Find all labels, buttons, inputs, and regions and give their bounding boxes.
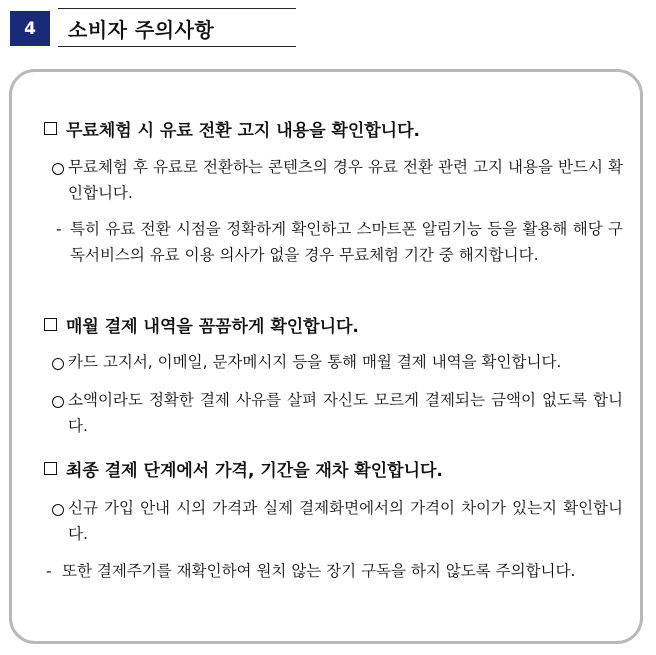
dash-bullet-icon: -: [56, 220, 62, 238]
circle-bullet-icon: [52, 396, 64, 408]
dash-bullet-icon: -: [46, 562, 52, 580]
circle-bullet-icon: [52, 358, 64, 370]
list-item-text: 또한 결제주기를 재확인하여 원치 않는 장기 구독을 하지 않도록 주의합니다.: [62, 562, 576, 580]
header-rule-bottom: [58, 46, 296, 47]
section-header: [0, 0, 300, 52]
header-rule-top: [58, 8, 296, 9]
circle-bullet-icon: [52, 163, 64, 175]
list-item-text: 카드 고지서, 이메일, 문자메시지 등을 통해 매월 결제 내역을 확인합니다.: [68, 353, 562, 371]
section-heading: [44, 456, 443, 481]
checkbox-square-icon: [44, 462, 57, 475]
list-item-text: 신규 가입 안내 시의 가격과 실제 결제화면에서의 가격이 차이가 있는지 확인합니다.: [68, 499, 623, 543]
section-heading-text: 매월 결제 내역을 꼼꼼하게 확인합니다.: [66, 317, 359, 337]
section-number-badge: 4: [10, 11, 50, 46]
section-heading: [44, 312, 359, 337]
checkbox-square-icon: [44, 122, 57, 135]
section-heading-text: 최종 결제 단계에서 가격, 기간을 재차 확인합니다.: [66, 461, 443, 481]
checkbox-square-icon: [44, 318, 57, 331]
notice-panel: [9, 69, 643, 644]
list-item-text: 무료체험 후 유료로 전환하는 콘텐츠의 경우 유료 전환 관련 고지 내용을 반드시 확인합니다.: [68, 158, 623, 202]
section-heading: [44, 116, 420, 141]
section-heading-text: 무료체험 시 유료 전환 고지 내용을 확인합니다.: [66, 121, 420, 141]
list-item-text: 특히 유료 전환 시점을 정확하게 확인하고 스마트폰 알림기능 등을 활용해 해당 구독서비스의 유료 이용 의사가 없을 경우 무료체험 기간 중 해지합니다.: [70, 220, 623, 264]
list-item-text: 소액이라도 정확한 결제 사유를 살펴 자신도 모르게 결제되는 금액이 없도록 합니다.: [68, 391, 623, 435]
circle-bullet-icon: [52, 504, 64, 516]
section-title: 소비자 주의사항: [68, 18, 215, 42]
